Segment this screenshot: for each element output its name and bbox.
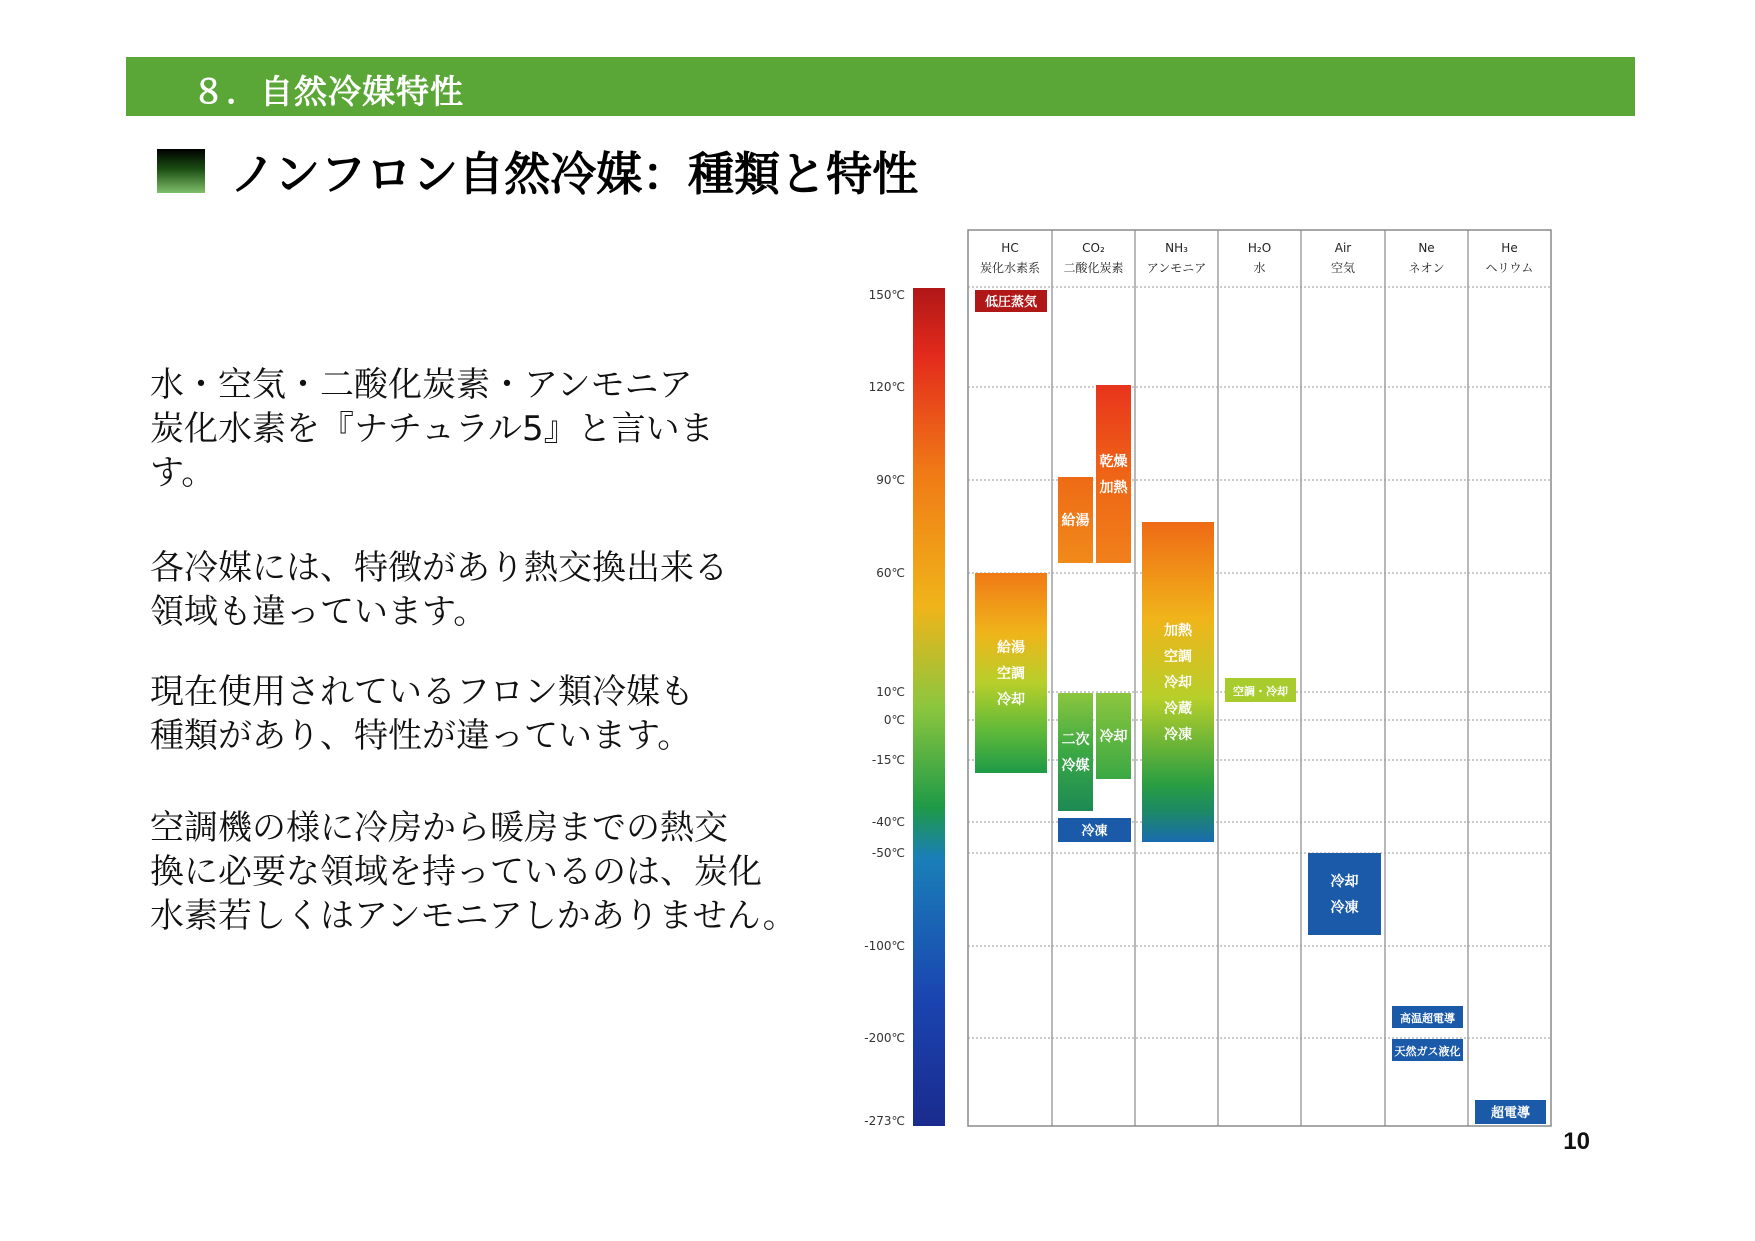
application-region	[1475, 1100, 1546, 1124]
column-name-label: 二酸化炭素	[1063, 261, 1124, 275]
temperature-scale	[864, 288, 945, 1128]
column-formula-label: CO₂	[1082, 241, 1105, 255]
column-name-label: ヘリウム	[1485, 261, 1534, 275]
region-label: 乾燥	[1099, 454, 1128, 470]
application-region	[1058, 818, 1131, 842]
application-region	[1142, 522, 1214, 842]
column-name-label: 水	[1253, 261, 1266, 275]
region-label: 冷却	[1330, 874, 1359, 890]
application-region	[1058, 693, 1093, 811]
temperature-tick-label: -100℃	[864, 939, 905, 953]
region-label: 二次	[1061, 732, 1090, 748]
region-label: 冷凍	[1330, 900, 1359, 916]
text-line: 種類があり、特性が違っています。	[150, 716, 692, 756]
text-line: 各冷媒には、特徴があり熱交換出来る	[150, 548, 728, 588]
text-line: 現在使用されているフロン類冷媒も	[150, 672, 694, 712]
application-region	[975, 290, 1047, 312]
temperature-tick-label: 120℃	[868, 380, 905, 394]
column-formula-label: Ne	[1418, 241, 1435, 255]
temperature-tick-label: 60℃	[876, 566, 905, 580]
region-label: 低圧蒸気	[984, 295, 1038, 310]
text-line: 水素若しくはアンモニアしかありません。	[150, 896, 797, 936]
region-block	[1096, 385, 1131, 563]
page-number: 10	[1563, 1128, 1590, 1155]
region-label: 空調	[1164, 649, 1192, 665]
temperature-tick-label: -200℃	[864, 1031, 905, 1045]
region-block	[1058, 693, 1093, 811]
text-line: す。	[150, 453, 216, 493]
region-label: 冷凍	[1081, 824, 1108, 839]
column-formula-label: Air	[1334, 241, 1352, 255]
region-label: 加熱	[1164, 623, 1192, 639]
column-name-label: 空気	[1330, 261, 1356, 275]
temperature-tick-label: 10℃	[876, 685, 905, 699]
application-region	[1392, 1039, 1463, 1061]
column-formula-label: NH₃	[1165, 241, 1188, 255]
temperature-color-bar	[913, 288, 945, 1126]
region-label: 空調	[997, 666, 1025, 682]
application-region	[1058, 477, 1093, 563]
temperature-tick-label: 150℃	[868, 288, 905, 302]
region-label: 冷却	[1099, 729, 1128, 745]
temperature-tick-label: -50℃	[871, 846, 905, 860]
text-line: 領域も違っています。	[150, 592, 488, 632]
region-label: 空調・冷却	[1233, 685, 1288, 698]
temperature-tick-label: -40℃	[871, 815, 905, 829]
temperature-tick-label: -273℃	[864, 1114, 905, 1128]
column-name-label: アンモニア	[1146, 261, 1207, 275]
region-block	[1308, 853, 1381, 935]
application-region	[1392, 1006, 1463, 1028]
temperature-tick-label: 0℃	[883, 713, 905, 727]
application-region	[1308, 853, 1381, 935]
text-line: 空調機の様に冷房から暖房までの熱交	[150, 808, 728, 848]
application-region	[1096, 693, 1131, 779]
application-region	[1096, 385, 1131, 563]
section-title: ８．自然冷媒特性	[192, 72, 464, 111]
region-label: 加熱	[1099, 480, 1128, 496]
region-label: 冷凍	[1164, 727, 1192, 743]
region-label: 給湯	[1061, 513, 1090, 529]
column-formula-label: H₂O	[1247, 241, 1272, 255]
application-region	[975, 573, 1047, 773]
temperature-tick-label: 90℃	[876, 473, 905, 487]
region-label: 冷却	[997, 692, 1025, 708]
region-label: 高温超電導	[1400, 1012, 1455, 1025]
region-label: 冷媒	[1061, 758, 1090, 774]
text-line: 炭化水素を『ナチュラル5』と言いま	[150, 409, 714, 449]
region-label: 給湯	[997, 640, 1025, 656]
region-label: 冷蔵	[1164, 701, 1192, 717]
temperature-tick-label: -15℃	[871, 753, 905, 767]
text-line: 水・空気・二酸化炭素・アンモニア	[150, 365, 693, 405]
region-label: 冷却	[1164, 675, 1192, 691]
column-formula-label: He	[1501, 241, 1518, 255]
column-formula-label: HC	[1001, 241, 1019, 255]
application-region	[1225, 678, 1296, 702]
region-label: 天然ガス液化	[1394, 1045, 1461, 1058]
text-line: 換に必要な領域を持っているのは、炭化	[150, 852, 762, 892]
page-title: ノンフロン自然冷媒：種類と特性	[230, 147, 919, 201]
region-label: 超電導	[1490, 1106, 1531, 1121]
column-name-label: ネオン	[1408, 261, 1445, 275]
column-name-label: 炭化水素系	[979, 261, 1041, 275]
